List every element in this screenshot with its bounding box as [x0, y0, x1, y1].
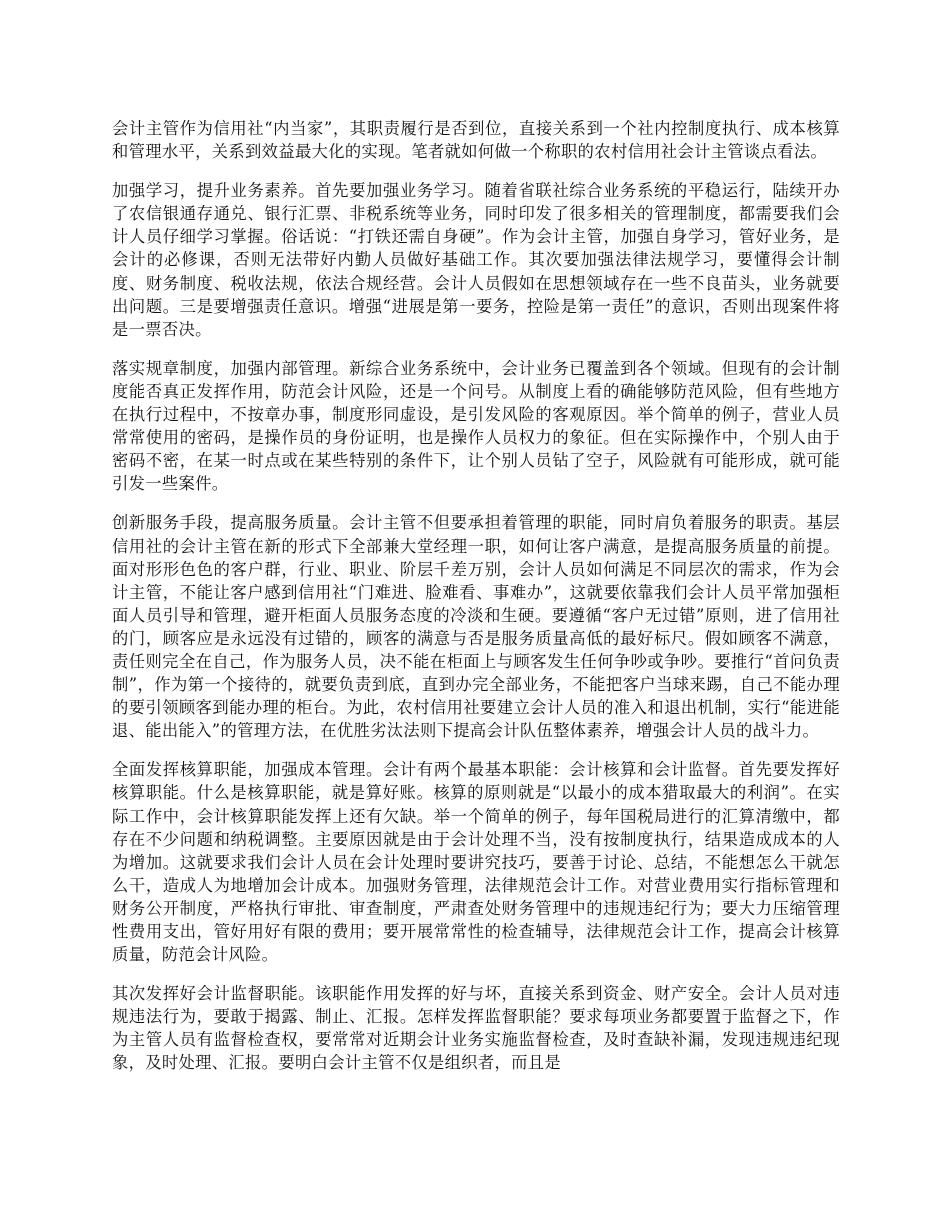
paragraph-service: 创新服务手段，提高服务质量。会计主管不但要承担着管理的职能，同时肩负着服务的职责。基层信用社的会计主管在新的形式下全部兼大堂经理一职，如何让客户满意，是提高服务质量的前提。面对形形色色的客户群，行业、职业、阶层千差万别，会计人员如何满足不同层次的需求，作为会计主管，不能让客户感到信用社“门难进、脸难看、事难办”，这就要依靠我们会计人员平常加强柜面人员引导和管理，避开柜面人员服务态度的冷淡和生硬。要遵循“客户无过错”原则，进了信用社的门，顾客应是永远没有过错的，顾客的满意与否是服务质量高低的最好标尺。假如顾客不满意，责任则完全在自己，作为服务人员，决不能在柜面上与顾客发生任何争吵或争吵。要推行“首问负责制”，作为第一个接待的，就要负责到底，直到办完全部业务，不能把客户当球来踢，自己不能办理的要引领顾客到能办理的柜台。为此，农村信用社要建立会计人员的准入和退出机制，实行“能进能退、能出能入”的管理方法，在优胜劣汰法则下提高会计队伍整体素养，增强会计人员的战斗力。: [112, 513, 840, 741]
paragraph-study: 加强学习，提升业务素养。首先要加强业务学习。随着省联社综合业务系统的平稳运行，陆续开办了农信银通存通兑、银行汇票、非税系统等业务，同时印发了很多相关的管理制度，都需要我们会计人员仔细学习掌握。俗话说：“打铁还需自身硬”。作为会计主管，加强自身学习，管好业务，是会计的必修课，否则无法带好内勤人员做好基础工作。其次要加强法律法规学习，要懂得会计制度、财务制度、税收法规，依法合规经营。会计人员假如在思想领域存在一些不良苗头，业务就要出问题。三是要增强责任意识。增强“进展是第一要务，控险是第一责任”的意识，否则出现案件将是一票否决。: [112, 181, 840, 339]
paragraph-supervision: 其次发挥好会计监督职能。该职能作用发挥的好与坏，直接关系到资金、财产安全。会计人员对违规违法行为，要敢于揭露、制止、汇报。怎样发挥监督职能？要求每项业务都要置于监督之下，作为主管人员有监督检查权，要常常对近期会计业务实施监督检查，及时查缺补漏，发现违规违纪现象，及时处理、汇报。要明白会计主管不仅是组织者，而且是: [112, 984, 840, 1073]
paragraph-rules: 落实规章制度，加强内部管理。新综合业务系统中，会计业务已覆盖到各个领域。但现有的会计制度能否真正发挥作用，防范会计风险，还是一个问号。从制度上看的确能够防范风险，但有些地方在执行过程中，不按章办事，制度形同虚设，是引发风险的客观原因。举个简单的例子，营业人员常常使用的密码，是操作员的身份证明，也是操作人员权力的象征。但在实际操作中，个别人由于密码不密，在某一时点或在某些特别的条件下，让个别人员钻了空子，风险就有可能形成，就可能引发一些案件。: [112, 358, 840, 494]
paragraph-intro: 会计主管作为信用社“内当家”，其职责履行是否到位，直接关系到一个社内控制度执行、成本核算和管理水平，关系到效益最大化的实现。笔者就如何做一个称职的农村信用社会计主管谈点看法。: [112, 119, 840, 162]
paragraph-accounting: 全面发挥核算职能，加强成本管理。会计有两个最基本职能：会计核算和会计监督。首先要发挥好核算职能。什么是核算职能，就是算好账。核算的原则就是“以最小的成本猎取最大的利润”。在实际工作中，会计核算职能发挥上还有欠缺。举一个简单的例子，每年国税局进行的汇算清缴中，都存在不少问题和纳税调整。主要原因就是由于会计处理不当，没有按制度执行，结果造成成本的人为增加。这就要求我们会计人员在会计处理时要讲究技巧，要善于讨论、总结，不能想怎么干就怎么干，造成人为地增加会计成本。加强财务管理，法律规范会计工作。对营业费用实行指标管理和财务公开制度，严格执行审批、审查制度，严肃查处财务管理中的违规违纪行为；要大力压缩管理性费用支出，管好用好有限的费用；要开展常常性的检查辅导，法律规范会计工作，提高会计核算质量，防范会计风险。: [112, 760, 840, 965]
document-body: [112, 117, 840, 1091]
